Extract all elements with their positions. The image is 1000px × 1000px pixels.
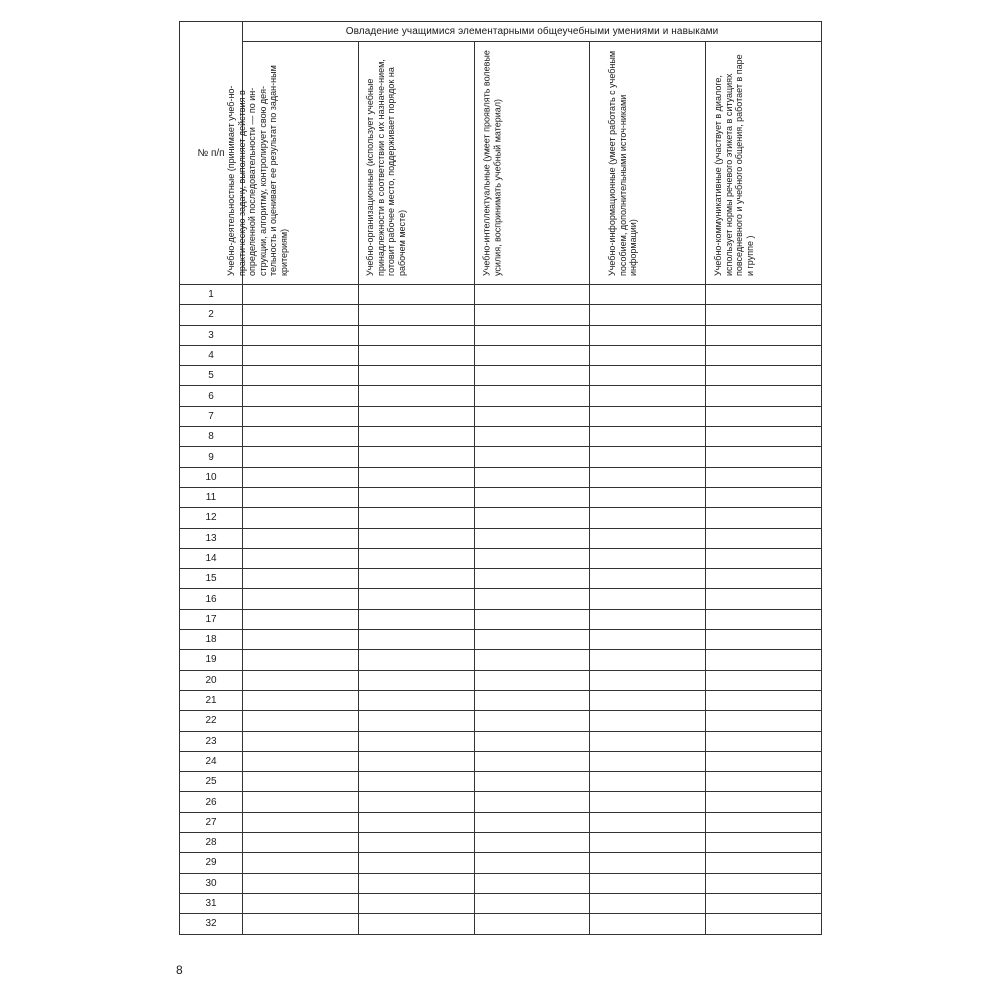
row-number-cell: 32 <box>180 914 243 934</box>
row-number-cell: 3 <box>180 325 243 345</box>
mark-cell-intellectual[interactable] <box>474 285 590 305</box>
mark-cell-organizational[interactable] <box>358 467 474 487</box>
mark-cell-informational[interactable] <box>590 366 706 386</box>
mark-cell-organizational[interactable] <box>358 305 474 325</box>
mark-cell-organizational[interactable] <box>358 508 474 528</box>
mark-cell-informational[interactable] <box>590 853 706 873</box>
mark-cell-intellectual[interactable] <box>474 325 590 345</box>
mark-cell-organizational[interactable] <box>358 609 474 629</box>
table-row <box>180 792 822 812</box>
mark-cell-informational[interactable] <box>590 914 706 934</box>
row-number-cell: 28 <box>180 833 243 853</box>
row-number-cell: 31 <box>180 893 243 913</box>
table-row <box>180 751 822 771</box>
skill-header-activity-label: Учебно-деятельностные (принимает учеб-но-практическую задачу, выполняет действия в определенной последовательности — по ин-струкции, алгоритму, контролирует свою дея-тельность и оценивает ее результат по задан-ным критериям) <box>226 65 290 276</box>
mark-cell-organizational[interactable] <box>358 772 474 792</box>
mark-cell-organizational[interactable] <box>358 386 474 406</box>
mark-cell-activity[interactable] <box>243 569 359 589</box>
mark-cell-organizational[interactable] <box>358 285 474 305</box>
mark-cell-activity[interactable] <box>243 650 359 670</box>
table-row <box>180 589 822 609</box>
mark-cell-informational[interactable] <box>590 873 706 893</box>
mark-cell-organizational[interactable] <box>358 670 474 690</box>
row-number-cell: 24 <box>180 751 243 771</box>
mark-cell-informational[interactable] <box>590 487 706 507</box>
row-number-cell: 6 <box>180 386 243 406</box>
mark-cell-informational[interactable] <box>590 325 706 345</box>
mark-cell-activity[interactable] <box>243 406 359 426</box>
row-number-cell: 23 <box>180 731 243 751</box>
table-row <box>180 305 822 325</box>
mark-cell-activity[interactable] <box>243 487 359 507</box>
row-number-cell: 18 <box>180 630 243 650</box>
mark-cell-informational[interactable] <box>590 386 706 406</box>
mark-cell-organizational[interactable] <box>358 690 474 710</box>
mark-cell-organizational[interactable] <box>358 487 474 507</box>
mark-cell-activity[interactable] <box>243 751 359 771</box>
mark-cell-activity[interactable] <box>243 548 359 568</box>
mark-cell-activity[interactable] <box>243 366 359 386</box>
mark-cell-activity[interactable] <box>243 711 359 731</box>
table-row <box>180 406 822 426</box>
mark-cell-activity[interactable] <box>243 609 359 629</box>
table-row <box>180 812 822 832</box>
mark-cell-informational[interactable] <box>590 427 706 447</box>
mark-cell-communicative[interactable] <box>706 406 822 426</box>
mark-cell-informational[interactable] <box>590 345 706 365</box>
mark-cell-communicative[interactable] <box>706 812 822 832</box>
mark-cell-activity[interactable] <box>243 670 359 690</box>
mark-cell-organizational[interactable] <box>358 589 474 609</box>
mark-cell-informational[interactable] <box>590 406 706 426</box>
mark-cell-communicative[interactable] <box>706 650 822 670</box>
mark-cell-activity[interactable] <box>243 812 359 832</box>
table-row <box>180 427 822 447</box>
mark-cell-activity[interactable] <box>243 833 359 853</box>
mark-cell-communicative[interactable] <box>706 853 822 873</box>
skill-header-intellectual <box>474 42 590 285</box>
mark-cell-organizational[interactable] <box>358 569 474 589</box>
mark-cell-intellectual[interactable] <box>474 670 590 690</box>
mark-cell-activity[interactable] <box>243 893 359 913</box>
mark-cell-communicative[interactable] <box>706 548 822 568</box>
skill-header-organizational-label: Учебно-организационные (использует учебные принадлежности в соответствии с их назначе-нием, готовит рабочее место, поддерживает порядок на рабочем месте) <box>365 59 407 276</box>
mark-cell-activity[interactable] <box>243 325 359 345</box>
row-number-cell: 12 <box>180 508 243 528</box>
row-number-cell: 26 <box>180 792 243 812</box>
mark-cell-activity[interactable] <box>243 386 359 406</box>
table-row <box>180 670 822 690</box>
skill-header-informational <box>590 42 706 285</box>
mark-cell-organizational[interactable] <box>358 548 474 568</box>
mark-cell-communicative[interactable] <box>706 325 822 345</box>
mark-cell-communicative[interactable] <box>706 366 822 386</box>
skill-header-organizational <box>358 42 474 285</box>
row-number-header: № п/п <box>180 22 243 285</box>
mark-cell-intellectual[interactable] <box>474 833 590 853</box>
row-number-cell: 2 <box>180 305 243 325</box>
mark-cell-organizational[interactable] <box>358 630 474 650</box>
mark-cell-communicative[interactable] <box>706 528 822 548</box>
table-row <box>180 853 822 873</box>
row-number-cell: 30 <box>180 873 243 893</box>
mark-cell-intellectual[interactable] <box>474 528 590 548</box>
mark-cell-intellectual[interactable] <box>474 345 590 365</box>
mark-cell-activity[interactable] <box>243 447 359 467</box>
mark-cell-communicative[interactable] <box>706 833 822 853</box>
row-number-cell: 22 <box>180 711 243 731</box>
mark-cell-intellectual[interactable] <box>474 447 590 467</box>
skill-header-communicative-label: Учебно-коммуникативные (участвует в диалоге, использует нормы речевого этикета в ситуациях повседневного и учебного общения, работает в паре и группе ) <box>712 54 755 276</box>
mark-cell-organizational[interactable] <box>358 345 474 365</box>
mark-cell-communicative[interactable] <box>706 386 822 406</box>
mark-cell-activity[interactable] <box>243 508 359 528</box>
mark-cell-activity[interactable] <box>243 589 359 609</box>
mark-cell-intellectual[interactable] <box>474 630 590 650</box>
mark-cell-informational[interactable] <box>590 447 706 467</box>
row-number-cell: 8 <box>180 427 243 447</box>
mark-cell-activity[interactable] <box>243 345 359 365</box>
mark-cell-organizational[interactable] <box>358 366 474 386</box>
mark-cell-organizational[interactable] <box>358 812 474 832</box>
mark-cell-informational[interactable] <box>590 751 706 771</box>
table-row <box>180 609 822 629</box>
mark-cell-intellectual[interactable] <box>474 467 590 487</box>
mark-cell-organizational[interactable] <box>358 792 474 812</box>
row-number-cell: 19 <box>180 650 243 670</box>
mark-cell-organizational[interactable] <box>358 914 474 934</box>
mark-cell-informational[interactable] <box>590 731 706 751</box>
mark-cell-organizational[interactable] <box>358 893 474 913</box>
mark-cell-communicative[interactable] <box>706 305 822 325</box>
mark-cell-activity[interactable] <box>243 427 359 447</box>
mark-cell-intellectual[interactable] <box>474 508 590 528</box>
skill-header-intellectual-label: Учебно-интеллектуальные (умеет проявлять волевые усилия, воспринимать учебный материал) <box>481 50 502 276</box>
mark-cell-intellectual[interactable] <box>474 427 590 447</box>
mark-cell-activity[interactable] <box>243 528 359 548</box>
table-row <box>180 487 822 507</box>
skills-table <box>179 21 822 935</box>
mark-cell-intellectual[interactable] <box>474 914 590 934</box>
mark-cell-organizational[interactable] <box>358 853 474 873</box>
mark-cell-communicative[interactable] <box>706 630 822 650</box>
table-row <box>180 914 822 934</box>
mark-cell-informational[interactable] <box>590 569 706 589</box>
row-number-cell: 14 <box>180 548 243 568</box>
mark-cell-informational[interactable] <box>590 305 706 325</box>
mark-cell-activity[interactable] <box>243 305 359 325</box>
mark-cell-organizational[interactable] <box>358 325 474 345</box>
table-row <box>180 569 822 589</box>
mark-cell-communicative[interactable] <box>706 345 822 365</box>
mark-cell-communicative[interactable] <box>706 914 822 934</box>
mark-cell-activity[interactable] <box>243 914 359 934</box>
row-number-cell: 20 <box>180 670 243 690</box>
mark-cell-intellectual[interactable] <box>474 569 590 589</box>
mark-cell-organizational[interactable] <box>358 751 474 771</box>
mark-cell-activity[interactable] <box>243 285 359 305</box>
mark-cell-organizational[interactable] <box>358 528 474 548</box>
row-number-cell: 17 <box>180 609 243 629</box>
mark-cell-communicative[interactable] <box>706 731 822 751</box>
mark-cell-intellectual[interactable] <box>474 650 590 670</box>
mark-cell-informational[interactable] <box>590 690 706 710</box>
mark-cell-communicative[interactable] <box>706 285 822 305</box>
table-row <box>180 650 822 670</box>
assessment-sheet <box>179 21 821 930</box>
mark-cell-intellectual[interactable] <box>474 366 590 386</box>
row-number-cell: 5 <box>180 366 243 386</box>
row-number-cell: 15 <box>180 569 243 589</box>
row-number-cell: 27 <box>180 812 243 832</box>
mark-cell-informational[interactable] <box>590 833 706 853</box>
table-row <box>180 345 822 365</box>
mark-cell-communicative[interactable] <box>706 670 822 690</box>
mark-cell-informational[interactable] <box>590 548 706 568</box>
mark-cell-activity[interactable] <box>243 630 359 650</box>
mark-cell-activity[interactable] <box>243 853 359 873</box>
skill-header-activity <box>226 42 359 285</box>
mark-cell-activity[interactable] <box>243 792 359 812</box>
mark-cell-informational[interactable] <box>590 630 706 650</box>
mark-cell-communicative[interactable] <box>706 711 822 731</box>
mark-cell-intellectual[interactable] <box>474 406 590 426</box>
mark-cell-intellectual[interactable] <box>474 609 590 629</box>
row-number-cell: 1 <box>180 285 243 305</box>
table-row <box>180 548 822 568</box>
row-number-cell: 16 <box>180 589 243 609</box>
mark-cell-organizational[interactable] <box>358 833 474 853</box>
mark-cell-intellectual[interactable] <box>474 690 590 710</box>
mark-cell-communicative[interactable] <box>706 792 822 812</box>
mark-cell-intellectual[interactable] <box>474 751 590 771</box>
table-row <box>180 528 822 548</box>
mark-cell-communicative[interactable] <box>706 751 822 771</box>
mark-cell-intellectual[interactable] <box>474 893 590 913</box>
table-row <box>180 690 822 710</box>
mark-cell-organizational[interactable] <box>358 711 474 731</box>
mark-cell-intellectual[interactable] <box>474 386 590 406</box>
mark-cell-organizational[interactable] <box>358 406 474 426</box>
row-number-cell: 11 <box>180 487 243 507</box>
mark-cell-communicative[interactable] <box>706 690 822 710</box>
mark-cell-organizational[interactable] <box>358 447 474 467</box>
mark-cell-intellectual[interactable] <box>474 589 590 609</box>
table-row <box>180 630 822 650</box>
row-number-cell: 21 <box>180 690 243 710</box>
row-number-cell: 7 <box>180 406 243 426</box>
skills-group-header: Овладение учащимися элементарными общеучебными умениями и навыками <box>243 22 822 42</box>
table-row <box>180 325 822 345</box>
row-number-cell: 29 <box>180 853 243 873</box>
mark-cell-informational[interactable] <box>590 589 706 609</box>
table-row <box>180 508 822 528</box>
table-row <box>180 447 822 467</box>
mark-cell-intellectual[interactable] <box>474 772 590 792</box>
mark-cell-informational[interactable] <box>590 893 706 913</box>
table-row <box>180 711 822 731</box>
row-number-cell: 10 <box>180 467 243 487</box>
mark-cell-organizational[interactable] <box>358 650 474 670</box>
mark-cell-intellectual[interactable] <box>474 812 590 832</box>
mark-cell-intellectual[interactable] <box>474 548 590 568</box>
table-row <box>180 285 822 305</box>
mark-cell-intellectual[interactable] <box>474 731 590 751</box>
mark-cell-informational[interactable] <box>590 528 706 548</box>
mark-cell-informational[interactable] <box>590 609 706 629</box>
mark-cell-activity[interactable] <box>243 467 359 487</box>
mark-cell-intellectual[interactable] <box>474 305 590 325</box>
table-row <box>180 467 822 487</box>
mark-cell-communicative[interactable] <box>706 772 822 792</box>
row-number-cell: 4 <box>180 345 243 365</box>
skill-header-informational-label: Учебно-информационные (умеет работать с учебным пособием, дополнительными источ-никами информации) <box>606 50 639 276</box>
table-row <box>180 772 822 792</box>
row-number-cell: 9 <box>180 447 243 467</box>
table-row <box>180 893 822 913</box>
row-number-cell: 25 <box>180 772 243 792</box>
mark-cell-informational[interactable] <box>590 772 706 792</box>
mark-cell-communicative[interactable] <box>706 467 822 487</box>
mark-cell-communicative[interactable] <box>706 447 822 467</box>
mark-cell-communicative[interactable] <box>706 893 822 913</box>
mark-cell-informational[interactable] <box>590 467 706 487</box>
mark-cell-communicative[interactable] <box>706 427 822 447</box>
mark-cell-informational[interactable] <box>590 650 706 670</box>
mark-cell-intellectual[interactable] <box>474 487 590 507</box>
mark-cell-informational[interactable] <box>590 792 706 812</box>
page-number: 8 <box>176 963 183 977</box>
mark-cell-organizational[interactable] <box>358 427 474 447</box>
mark-cell-informational[interactable] <box>590 508 706 528</box>
row-number-cell: 13 <box>180 528 243 548</box>
table-row <box>180 873 822 893</box>
mark-cell-informational[interactable] <box>590 812 706 832</box>
mark-cell-organizational[interactable] <box>358 731 474 751</box>
mark-cell-intellectual[interactable] <box>474 873 590 893</box>
mark-cell-activity[interactable] <box>243 772 359 792</box>
mark-cell-communicative[interactable] <box>706 508 822 528</box>
mark-cell-organizational[interactable] <box>358 873 474 893</box>
table-row <box>180 386 822 406</box>
mark-cell-intellectual[interactable] <box>474 792 590 812</box>
mark-cell-communicative[interactable] <box>706 609 822 629</box>
mark-cell-communicative[interactable] <box>706 569 822 589</box>
mark-cell-activity[interactable] <box>243 731 359 751</box>
mark-cell-activity[interactable] <box>243 873 359 893</box>
mark-cell-intellectual[interactable] <box>474 711 590 731</box>
mark-cell-communicative[interactable] <box>706 589 822 609</box>
mark-cell-intellectual[interactable] <box>474 853 590 873</box>
table-body <box>180 285 822 935</box>
mark-cell-activity[interactable] <box>243 690 359 710</box>
mark-cell-informational[interactable] <box>590 711 706 731</box>
skill-header-communicative <box>706 42 822 285</box>
table-row <box>180 731 822 751</box>
table-row <box>180 366 822 386</box>
mark-cell-informational[interactable] <box>590 670 706 690</box>
mark-cell-informational[interactable] <box>590 285 706 305</box>
table-row <box>180 833 822 853</box>
mark-cell-communicative[interactable] <box>706 487 822 507</box>
mark-cell-communicative[interactable] <box>706 873 822 893</box>
